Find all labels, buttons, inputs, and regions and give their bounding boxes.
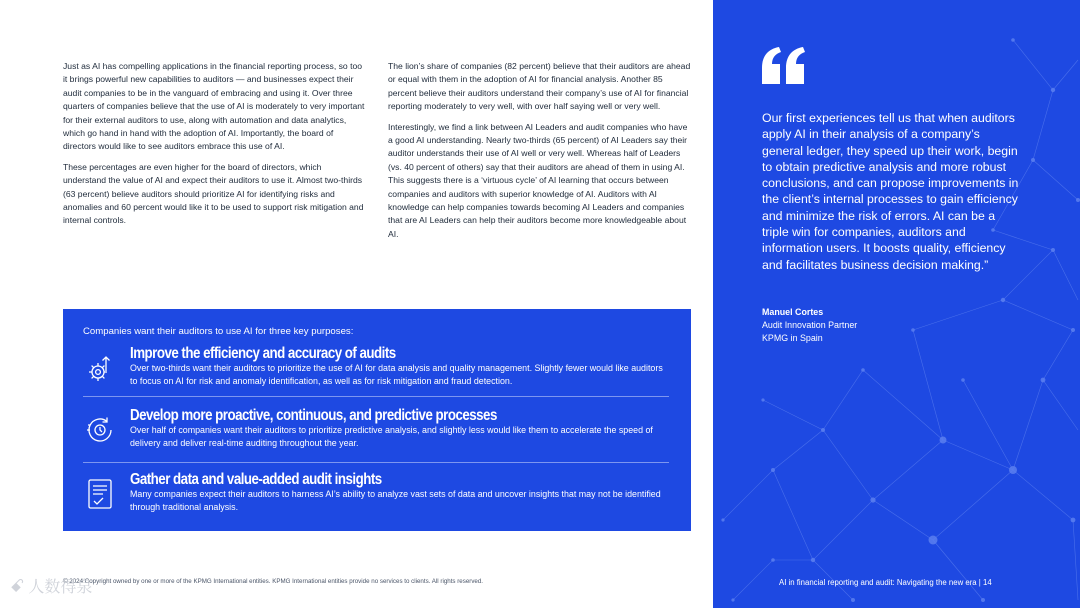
purpose-body: Over two-thirds want their auditors to prioritize the use of AI for data analysis and quality management. Slightly fewer would like auditors to focus on AI for risk and anomaly identification, as well as for risk mitigation and fraud detection. xyxy=(130,363,663,386)
panel-divider xyxy=(83,396,669,397)
key-purposes-panel xyxy=(63,309,691,531)
predictive-cycle-icon xyxy=(83,413,117,447)
panel-divider xyxy=(83,462,669,463)
purpose-title: Gather data and value-added audit insights xyxy=(130,471,382,488)
purpose-body: Many companies expect their auditors to harness AI’s ability to analyze vast sets of data and uncover insights that may not be identified through traditional analysis. xyxy=(130,489,661,512)
quote-author-company: KPMG in Spain xyxy=(762,333,823,343)
quote-mark-icon xyxy=(760,46,806,86)
purpose-title: Improve the efficiency and accuracy of audits xyxy=(130,345,396,362)
quote-text: Our first experiences tell us that when auditors apply AI in their analysis of a company’s general ledger, they speed up their work, begin to obtain predictive analysis and more robust conclusions, and can propose improvements in the client’s internal processes to gain efficiency and minimize the risk of errors. AI can be a triple win for companies, auditors and information users. It boosts quality, efficiency and facilitates business decision making.” xyxy=(762,111,1019,272)
watermark xyxy=(10,574,92,597)
quote-author-role: Audit Innovation Partner xyxy=(762,320,858,330)
left-paragraph-1: Just as AI has compelling applications in the financial reporting process, so too it brings powerful new capabilities to auditors — and businesses expect their audit companies to be in the vanguard of embracing and using it. Over three quarters of companies believe that the use of AI is moderately to very important for their external auditors to use, along with automation and data analytics, which go hand in hand with the adoption of AI. Importantly, the board of directors would like to see auditors embrace this use of AI. xyxy=(63,61,365,152)
left-paragraph-2: These percentages are even higher for the board of directors, which understand the value of AI and expect their auditors to use it. Almost two-thirds (63 percent) believe auditors should prioritize AI for identifying risks and anomalies and 60 percent would like it to be used to support risk mitigation and internal controls. xyxy=(63,161,364,226)
middle-text-column xyxy=(388,60,693,248)
copyright-notice: © 2024 Copyright owned by one or more of the KPMG International entities. KPMG International entities provide no services to clients. All rights reserved. xyxy=(63,578,484,585)
gear-arrow-icon xyxy=(83,351,117,385)
document-check-icon xyxy=(83,477,117,511)
quote-author-name: Manuel Cortes xyxy=(762,307,824,317)
middle-paragraph-1: The lion’s share of companies (82 percent) believe that their auditors are ahead or equal with them in the adoption of AI for financial analysis. Another 85 percent believe their auditors understand their company’s use of AI for financial reporting moderately to very well, with over half saying well or very well. xyxy=(388,61,691,112)
left-text-column xyxy=(63,60,365,235)
middle-paragraph-2: Interestingly, we find a link between AI Leaders and audit companies who have a good AI understanding. Nearly two-thirds (65 percent) of AI Leaders say their auditor understands their use of AI well or very well. Whereas half of Leaders (vs. 40 percent of others) say that their auditors are ahead of them in using AI. This suggests there is a ‘virtuous cycle’ of AI learning that occurs between companies and auditors with superior knowledge of AI. Auditors with AI knowledge can help companies towards becoming AI Leaders and companies that are AI Leaders can help their auditors become more knowledgeable about AI. xyxy=(388,121,688,239)
quote-sidebar xyxy=(713,0,1080,608)
watermark-logo-icon: ꗃ xyxy=(10,576,25,596)
network-background xyxy=(713,0,1080,608)
purpose-body: Over half of companies want their auditors to prioritize predictive analysis, and slightly less would like them to accelerate the speed of delivery and deliver real-time auditing throughout the year. xyxy=(130,425,653,448)
watermark-text: 人数得泉 xyxy=(28,579,93,596)
panel-intro: Companies want their auditors to use AI for three key purposes: xyxy=(83,326,354,337)
page-footer-title: AI in financial reporting and audit: Navigating the new era | 14 xyxy=(779,578,992,587)
purpose-title: Develop more proactive, continuous, and predictive processes xyxy=(130,407,497,424)
